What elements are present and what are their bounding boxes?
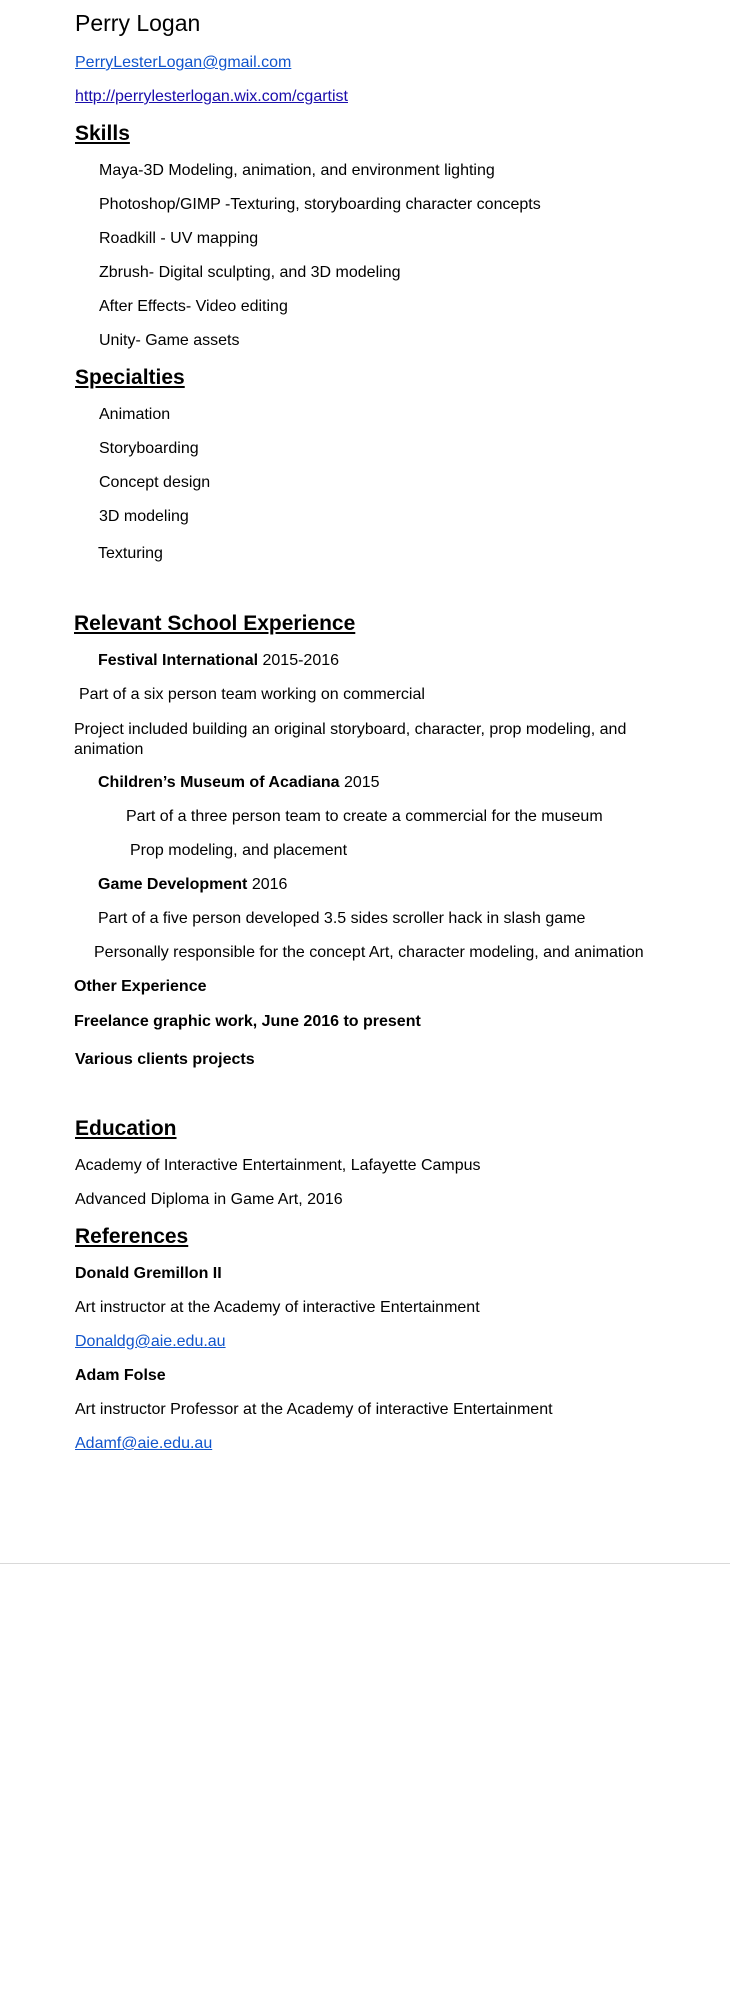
email-link[interactable]: PerryLesterLogan@gmail.com bbox=[75, 54, 292, 71]
skill-item: Maya-3D Modeling, animation, and environment lighting bbox=[99, 162, 495, 179]
skill-item: Photoshop/GIMP -Texturing, storyboarding character concepts bbox=[99, 196, 541, 213]
skill-item: Roadkill - UV mapping bbox=[99, 230, 259, 247]
resume-name: Perry Logan bbox=[75, 10, 201, 36]
festival-years: 2015-2016 bbox=[258, 652, 340, 669]
portfolio-link[interactable]: http://perrylesterlogan.wix.com/cgartist bbox=[75, 88, 348, 105]
references-heading: References bbox=[75, 1225, 189, 1248]
festival-title: Festival International bbox=[98, 652, 259, 669]
skills-heading: Skills bbox=[75, 122, 130, 145]
festival-title-line bbox=[98, 652, 339, 670]
reference-role: Art instructor at the Academy of interactive Entertainment bbox=[75, 1299, 480, 1316]
education-school: Academy of Interactive Entertainment, Lafayette Campus bbox=[75, 1157, 481, 1174]
skill-item: After Effects- Video editing bbox=[99, 298, 288, 315]
museum-title-line bbox=[98, 774, 380, 792]
page-divider bbox=[0, 1563, 730, 1564]
game-dev-title: Game Development bbox=[98, 876, 248, 893]
game-dev-title-line bbox=[98, 876, 287, 894]
skill-item: Unity- Game assets bbox=[99, 332, 240, 349]
specialty-item: Concept design bbox=[99, 474, 211, 491]
education-diploma: Advanced Diploma in Game Art, 2016 bbox=[75, 1191, 343, 1208]
freelance-line: Freelance graphic work, June 2016 to present bbox=[74, 1013, 421, 1030]
other-experience-heading: Other Experience bbox=[74, 978, 207, 995]
game-dev-role: Personally responsible for the concept Art, character modeling, and animation bbox=[94, 944, 644, 961]
education-heading: Education bbox=[75, 1117, 177, 1140]
festival-description: Part of a six person team working on commercial bbox=[79, 686, 425, 703]
reference-email-link[interactable]: Donaldg@aie.edu.au bbox=[75, 1333, 226, 1350]
clients-line: Various clients projects bbox=[75, 1051, 255, 1068]
specialty-item: Storyboarding bbox=[99, 440, 199, 457]
skill-item: Zbrush- Digital sculpting, and 3D modeling bbox=[99, 264, 401, 281]
game-dev-description: Part of a five person developed 3.5 sides scroller hack in slash game bbox=[98, 910, 586, 927]
specialty-item: Texturing bbox=[98, 545, 163, 562]
specialties-heading: Specialties bbox=[75, 366, 185, 389]
museum-description: Part of a three person team to create a commercial for the museum bbox=[126, 808, 603, 825]
museum-role: Prop modeling, and placement bbox=[130, 842, 348, 859]
festival-project-description: Project included building an original storyboard, character, prop modeling, and animation bbox=[74, 721, 627, 758]
specialty-item: Animation bbox=[99, 406, 171, 423]
museum-title: Children’s Museum of Acadiana bbox=[98, 774, 340, 791]
reference-role: Art instructor Professor at the Academy of interactive Entertainment bbox=[75, 1401, 553, 1418]
reference-email-link[interactable]: Adamf@aie.edu.au bbox=[75, 1435, 213, 1452]
specialty-item: 3D modeling bbox=[99, 508, 189, 525]
game-dev-year: 2016 bbox=[247, 876, 288, 893]
museum-year: 2015 bbox=[339, 774, 380, 791]
reference-name: Donald Gremillon II bbox=[75, 1265, 222, 1282]
school-experience-heading: Relevant School Experience bbox=[74, 612, 356, 635]
reference-name: Adam Folse bbox=[75, 1367, 166, 1384]
